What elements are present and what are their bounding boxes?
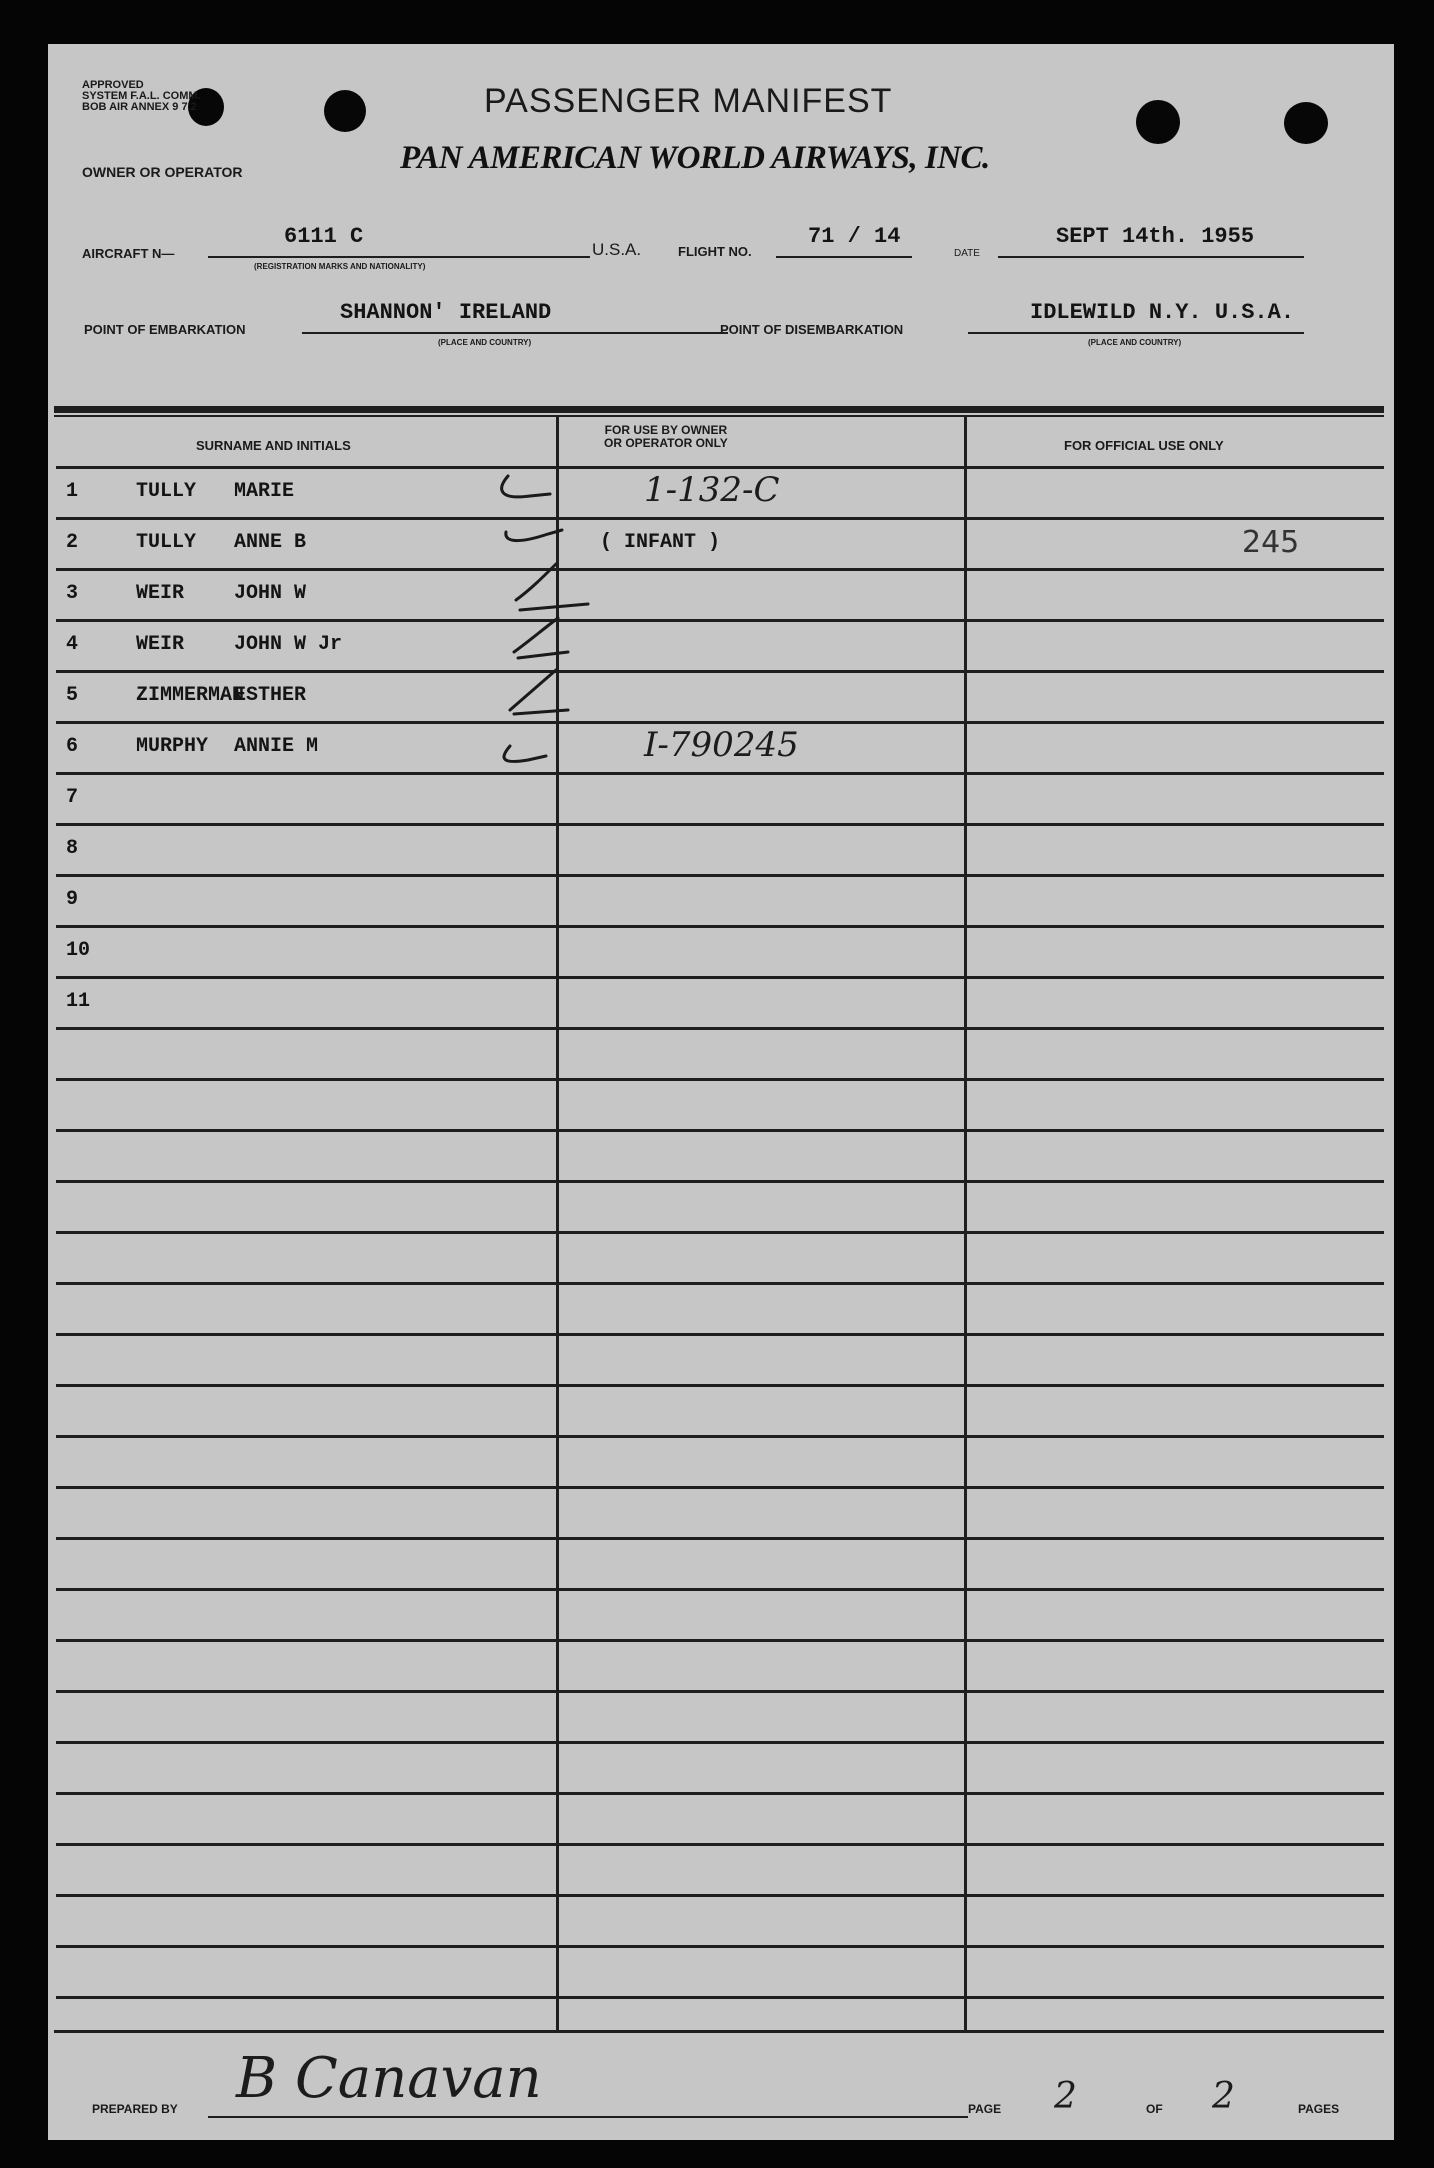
flight-label: FLIGHT NO. [678,244,752,259]
owner-use-header-line-1: FOR USE BY OWNER [604,423,728,437]
row-number: 10 [66,939,91,962]
annex-ref-text: 7.2 [181,101,197,113]
pages-label: PAGES [1298,2102,1340,2116]
flight-value: 71 / 14 [808,224,901,249]
system-text: SYSTEM F.A.L. [82,90,160,102]
passenger-initials: MARIE [234,480,295,503]
disembarkation-sublabel: (PLACE AND COUNTRY) [1088,338,1182,347]
row-number: 1 [66,480,79,503]
row-number: 5 [66,684,79,707]
owner-use-header-line-2: OR OPERATOR ONLY [604,436,728,450]
row-number: 7 [66,786,79,809]
form-title: PASSENGER MANIFEST [484,82,893,120]
check-mark [514,618,568,658]
disembarkation-value: IDLEWILD N.Y. U.S.A. [1030,300,1295,325]
official-column-header: FOR OFFICIAL USE ONLY [1064,438,1224,453]
passenger-initials: JOHN W Jr [234,633,343,656]
row-number: 4 [66,633,79,656]
owner-label: OWNER OR OPERATOR [82,164,243,180]
total-pages: 2 [1212,2076,1235,2117]
manifest-paper [48,44,1394,2140]
embarkation-value: SHANNON' IRELAND [340,300,552,325]
row-number: 8 [66,837,79,860]
nationality-text: U.S.A. [592,240,642,259]
date-label: DATE [954,248,980,259]
page-label: PAGE [968,2102,1002,2116]
row-number: 11 [66,990,91,1013]
check-mark [504,746,546,761]
handwritten-check-marks [48,44,1394,2140]
check-mark [502,476,550,497]
row-number: 2 [66,531,79,554]
owner-use-entry: I-790245 [644,725,799,765]
surname-column-header: SURNAME AND INITIALS [196,438,351,453]
company-name: PAN AMERICAN WORLD AIRWAYS, INC. [400,140,990,176]
approved-text: APPROVED [82,79,144,91]
date-value: SEPT 14th. 1955 [1056,224,1255,249]
aircraft-value: 6111 C [284,224,364,249]
check-mark [510,670,568,714]
preparer-signature: B Canavan [236,2046,542,2111]
prepared-by-label: PREPARED BY [92,2102,178,2116]
embarkation-label: POINT OF EMBARKATION [84,322,246,337]
passenger-surname: WEIR [136,633,185,656]
passenger-surname: MURPHY [136,735,209,758]
passenger-initials: ESTHER [234,684,307,707]
annex-text: BOB AIR ANNEX 9 [82,101,179,113]
check-mark [516,564,588,610]
prepared-by-underline [208,2116,968,2118]
of-label: OF [1146,2102,1163,2116]
disembarkation-label: POINT OF DISEMBARKATION [720,322,904,337]
passenger-surname: ZIMMERMAN [136,684,245,707]
passenger-initials: JOHN W [234,582,307,605]
passenger-surname: TULLY [136,531,197,554]
aircraft-label: AIRCRAFT N— [82,246,175,261]
row-number: 9 [66,888,79,911]
check-mark [506,530,562,541]
passenger-surname: WEIR [136,582,185,605]
passenger-surname: TULLY [136,480,197,503]
page-number: 2 [1054,2076,1077,2117]
passenger-initials: ANNIE M [234,735,319,758]
row-number: 6 [66,735,79,758]
comm-text: COMM. [162,90,201,102]
owner-use-entry: ( INFANT ) [600,531,721,554]
embarkation-sublabel: (PLACE AND COUNTRY) [438,338,532,347]
passenger-initials: ANNE B [234,531,307,554]
row-number: 3 [66,582,79,605]
owner-use-entry: 1-132-C [644,470,780,510]
official-use-entry: 245 [1242,525,1300,560]
aircraft-sublabel: (REGISTRATION MARKS AND NATIONALITY) [254,262,426,271]
table-bottom-rule [54,2030,1384,2033]
